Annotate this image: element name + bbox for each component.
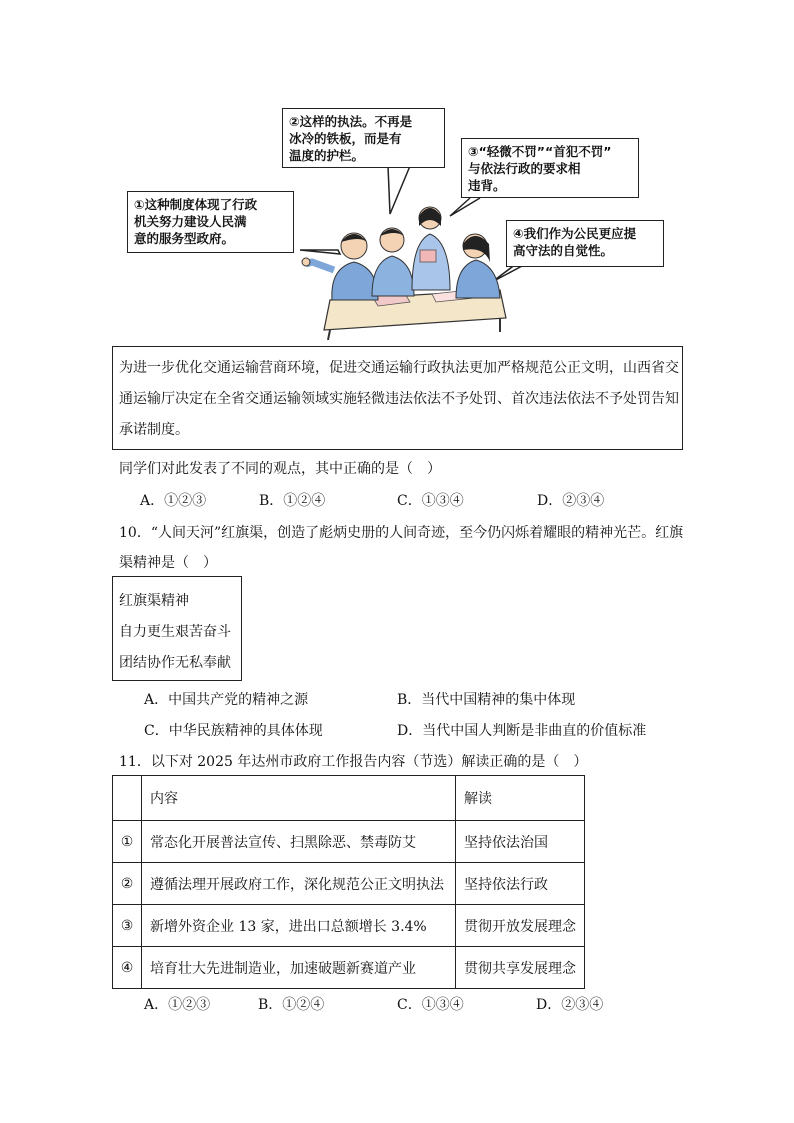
students-discussion-drawing (0, 0, 794, 340)
row-interpretation: 贯彻开放发展理念 (456, 905, 585, 947)
table-row (113, 863, 585, 905)
row-content: 培育壮大先进制造业，加速破题新赛道产业 (142, 947, 456, 989)
row-interpretation: 坚持依法行政 (456, 863, 585, 905)
q9-stem: 同学们对此发表了不同的观点，其中正确的是（ ） (119, 461, 441, 477)
bubble-3 (461, 138, 639, 198)
q11-option-d[interactable]: D．②③④ (536, 997, 604, 1013)
table-header-row (113, 776, 585, 821)
row-interpretation: 坚持依法治国 (456, 821, 585, 863)
table-row (113, 821, 585, 863)
table-header-index (113, 776, 142, 821)
bubble-2-text: ②这样的执法。不再是 冰冷的铁板，而是有 温度的护栏。 (289, 114, 413, 163)
bubble-1-text: ①这种制度体现了行政 机关努力建设人民满 意的服务型政府。 (134, 197, 258, 246)
row-content: 常态化开展普法宣传、扫黑除恶、禁毒防艾 (142, 821, 456, 863)
row-interpretation: 贯彻共享发展理念 (456, 947, 585, 989)
table-header-interpretation: 解读 (456, 776, 585, 821)
q10-spirit-box (112, 576, 242, 681)
bubble-1 (127, 191, 294, 253)
q10-option-a[interactable]: A．中国共产党的精神之源 (144, 692, 309, 708)
q9-option-a[interactable]: A．①②③ (140, 493, 207, 509)
row-index: ④ (113, 947, 142, 989)
table-header-content: 内容 (142, 776, 456, 821)
q10-option-c[interactable]: C．中华民族精神的具体体现 (144, 723, 323, 739)
bubble-3-text: ③“轻微不罚”“首犯不罚” 与依法行政的要求相 违背。 (468, 144, 612, 193)
q11-option-b[interactable]: B．①②④ (258, 997, 325, 1013)
q10-option-b[interactable]: B．当代中国精神的集中体现 (397, 692, 576, 708)
q9-material-line-2: 通运输厅决定在全省交通运输领域实施轻微违法依法不予处罚、首次违法依法不予处罚告知 (119, 391, 679, 407)
table-row (113, 947, 585, 989)
q9-option-d[interactable]: D．②③④ (537, 493, 605, 509)
q9-material-line-1: 为进一步优化交通运输营商环境，促进交通运输行政执法更加严格规范公正文明，山西省交 (119, 360, 679, 376)
q9-option-b[interactable]: B．①②④ (259, 493, 326, 509)
bubble-4-text: ④我们作为公民更应提 高守法的自觉性。 (513, 226, 637, 258)
q10-option-d[interactable]: D．当代中国人判断是非曲直的价值标准 (397, 723, 647, 739)
q9-option-c[interactable]: C．①③④ (397, 493, 464, 509)
row-content: 新增外资企业 13 家，进出口总额增长 3.4% (142, 905, 456, 947)
q10-box-line-2: 自力更生艰苦奋斗 (119, 624, 231, 640)
q10-stem-line-1: 10．“人间天河”红旗渠，创造了彪炳史册的人间奇迹，至今仍闪烁着耀眼的精神光芒。红旗 (119, 525, 684, 541)
row-index: ③ (113, 905, 142, 947)
discussion-illustration (0, 0, 794, 340)
row-content: 遵循法理开展政府工作，深化规范公正文明执法 (142, 863, 456, 905)
q10-box-line-1: 红旗渠精神 (119, 593, 189, 609)
q9-material-box (112, 346, 683, 450)
q11-table (112, 775, 585, 989)
row-index: ① (113, 821, 142, 863)
bubble-4 (506, 220, 664, 267)
q11-option-c[interactable]: C．①③④ (397, 997, 464, 1013)
q10-stem-line-2: 渠精神是（ ） (119, 555, 217, 571)
q11-stem: 11．以下对 2025 年达州市政府工作报告内容（节选）解读正确的是（ ） (119, 754, 588, 770)
row-index: ② (113, 863, 142, 905)
q10-box-line-3: 团结协作无私奉献 (119, 655, 231, 671)
q9-material-line-3: 承诺制度。 (119, 422, 189, 438)
bubble-2 (282, 108, 445, 168)
q11-option-a[interactable]: A．①②③ (144, 997, 211, 1013)
table-row (113, 905, 585, 947)
